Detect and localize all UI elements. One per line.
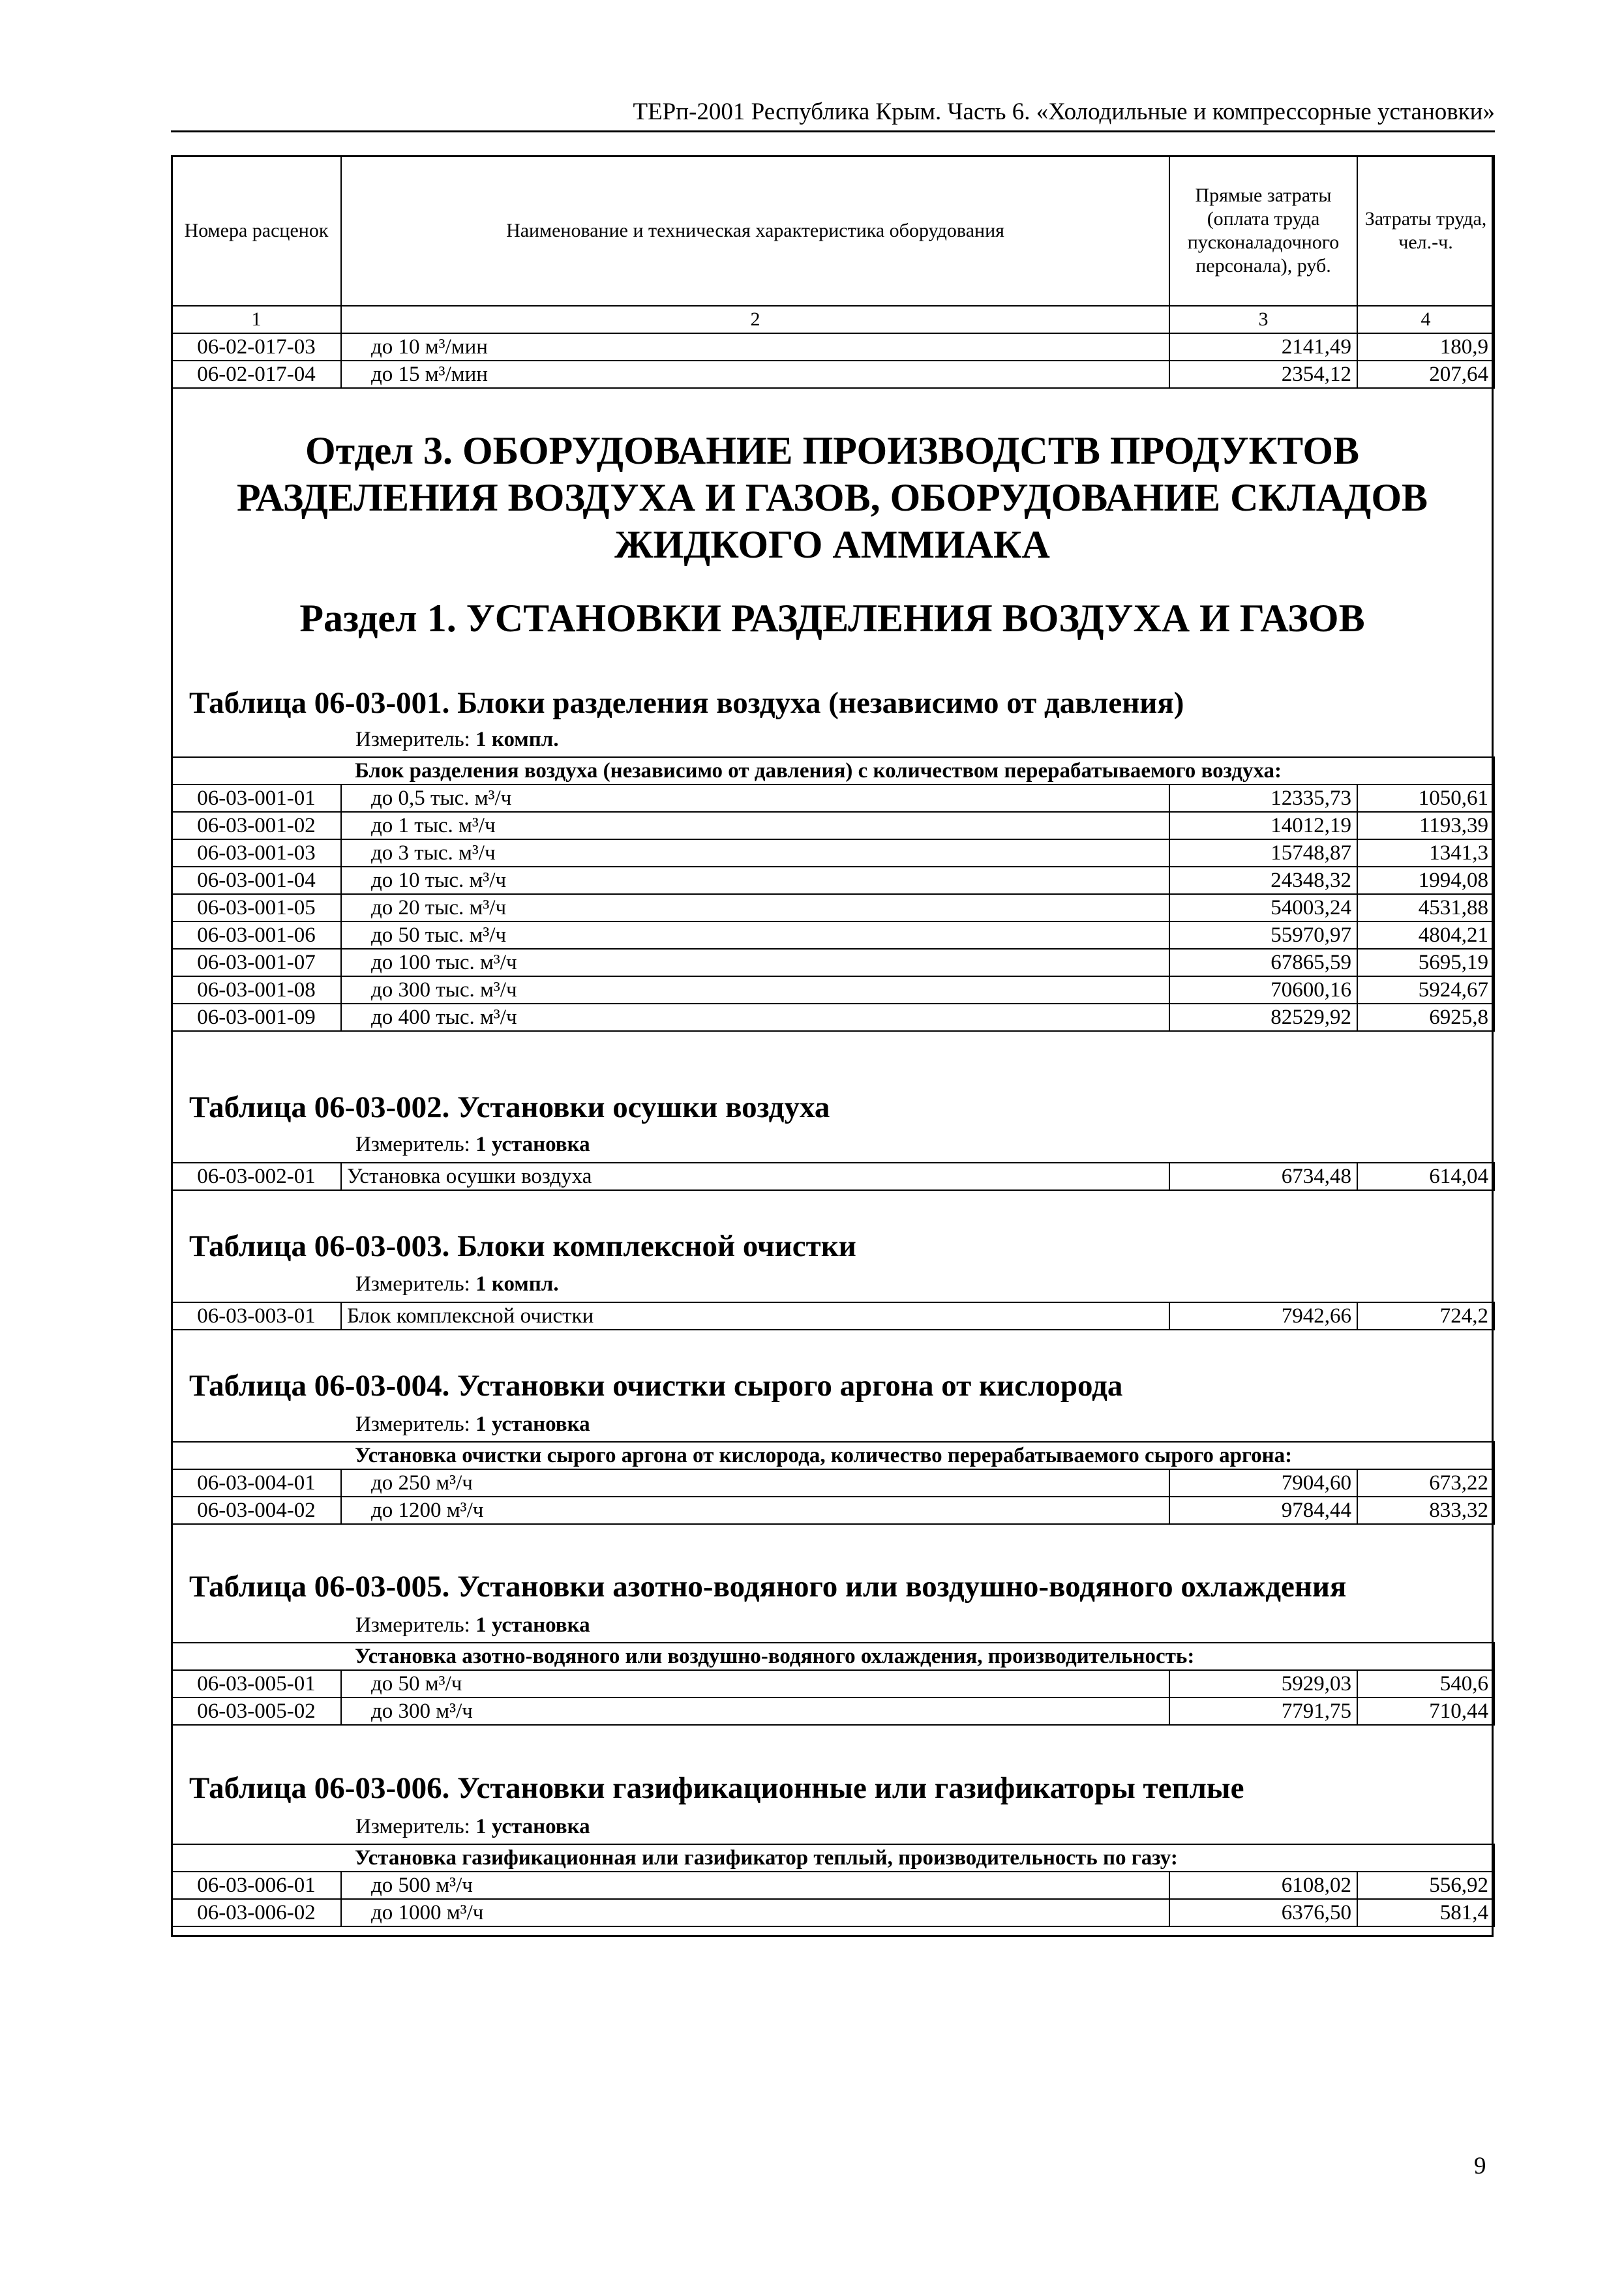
rate-cost: 2354,12: [1169, 361, 1357, 388]
rate-labor: 1341,3: [1357, 839, 1494, 867]
measure-unit: 1 установка: [475, 1133, 590, 1156]
table-row: [172, 1670, 1494, 1698]
rate-name: до 50 тыс. м³/ч: [341, 921, 1169, 949]
table-row: [172, 921, 1494, 949]
rate-code: 06-03-004-01: [172, 1469, 341, 1497]
table-row: [172, 785, 1494, 812]
column-header-name: Наименование и техническая характеристика оборудования: [341, 156, 1169, 306]
rate-name: Блок комплексной очистки: [341, 1302, 1169, 1330]
rate-labor: 673,22: [1357, 1469, 1494, 1497]
rate-name: Установка осушки воздуха: [341, 1163, 1169, 1190]
rate-name: до 500 м³/ч: [341, 1872, 1169, 1899]
table-row: [172, 1872, 1494, 1899]
rate-cost: 54003,24: [1169, 894, 1357, 921]
table-row: [172, 1698, 1494, 1725]
rate-code: 06-02-017-04: [172, 361, 341, 388]
column-header-labor: Затраты труда, чел.-ч.: [1357, 156, 1494, 306]
rate-code: 06-03-003-01: [172, 1302, 341, 1330]
rate-cost: 12335,73: [1169, 785, 1357, 812]
rate-code: 06-03-001-06: [172, 921, 341, 949]
rate-code: 06-03-001-04: [172, 867, 341, 894]
table-subheader: [172, 1643, 1494, 1670]
rate-cost: 9784,44: [1169, 1497, 1357, 1524]
column-number: 2: [341, 306, 1169, 333]
measure-line: [355, 726, 559, 753]
measure-unit: 1 установка: [475, 1413, 590, 1436]
subheader-text: Установка очистки сырого аргона от кислорода, количество перерабатываемого сырого аргона:: [172, 1442, 1494, 1469]
column-number: 1: [172, 306, 341, 333]
column-header-codes: Номера расценок: [172, 156, 341, 306]
table-row: [172, 949, 1494, 976]
rate-cost: 70600,16: [1169, 976, 1357, 1004]
rate-name: до 1000 м³/ч: [341, 1899, 1169, 1926]
table-row: [172, 1302, 1494, 1330]
rate-code: 06-03-001-02: [172, 812, 341, 839]
measure-line: [355, 1411, 590, 1437]
rate-code: 06-03-005-01: [172, 1670, 341, 1698]
measure-unit: 1 установка: [475, 1815, 590, 1838]
table-row: [172, 867, 1494, 894]
rate-code: 06-03-006-02: [172, 1899, 341, 1926]
rate-cost: 6734,48: [1169, 1163, 1357, 1190]
rate-labor: 5695,19: [1357, 949, 1494, 976]
rate-labor: 1050,61: [1357, 785, 1494, 812]
table-row: [172, 1899, 1494, 1926]
measure-unit: 1 установка: [475, 1613, 590, 1637]
table-subheader: [172, 1442, 1494, 1469]
rate-labor: 556,92: [1357, 1872, 1494, 1899]
rate-cost: 6108,02: [1169, 1872, 1357, 1899]
table-row: [172, 361, 1494, 388]
rates-table: [171, 1162, 1495, 1191]
column-number: 3: [1169, 306, 1357, 333]
rates-table: [171, 1302, 1495, 1330]
measure-label: Измеритель:: [355, 1272, 470, 1296]
table-row: [172, 812, 1494, 839]
rate-name: до 15 м³/мин: [341, 361, 1169, 388]
rate-cost: 6376,50: [1169, 1899, 1357, 1926]
rate-labor: 207,64: [1357, 361, 1494, 388]
measure-unit: 1 компл.: [475, 728, 559, 751]
rate-name: до 3 тыс. м³/ч: [341, 839, 1169, 867]
rate-labor: 1193,39: [1357, 812, 1494, 839]
table-title: Таблица 06-03-003. Блоки комплексной очистки: [189, 1229, 856, 1263]
rate-labor: 4804,21: [1357, 921, 1494, 949]
table-subheader: [172, 1844, 1494, 1872]
rate-labor: 180,9: [1357, 333, 1494, 361]
rate-name: до 100 тыс. м³/ч: [341, 949, 1169, 976]
table-row: [172, 894, 1494, 921]
rate-cost: 67865,59: [1169, 949, 1357, 976]
table-row: [172, 1497, 1494, 1524]
measure-unit: 1 компл.: [475, 1272, 559, 1296]
rate-name: до 250 м³/ч: [341, 1469, 1169, 1497]
rate-cost: 24348,32: [1169, 867, 1357, 894]
rate-code: 06-03-001-05: [172, 894, 341, 921]
rate-name: до 1 тыс. м³/ч: [341, 812, 1169, 839]
rate-name: до 300 м³/ч: [341, 1698, 1169, 1725]
table-row: [172, 839, 1494, 867]
rate-cost: 14012,19: [1169, 812, 1357, 839]
rate-name: до 400 тыс. м³/ч: [341, 1004, 1169, 1031]
table-title: Таблица 06-03-005. Установки азотно-водяного или воздушно-водяного охлаждения: [189, 1570, 1347, 1604]
table-subheader: [172, 757, 1494, 785]
table-row: [172, 1469, 1494, 1497]
rate-code: 06-03-001-07: [172, 949, 341, 976]
measure-label: Измеритель:: [355, 1133, 470, 1156]
rate-code: 06-03-001-03: [172, 839, 341, 867]
rate-code: 06-03-001-09: [172, 1004, 341, 1031]
subheader-text: Блок разделения воздуха (независимо от давления) с количеством перерабатываемого воздуха:: [172, 757, 1494, 785]
rates-table: [171, 756, 1495, 1032]
table-row: [172, 1004, 1494, 1031]
measure-line: [355, 1271, 559, 1297]
rate-labor: 5924,67: [1357, 976, 1494, 1004]
header-table: [171, 155, 1495, 389]
rate-cost: 82529,92: [1169, 1004, 1357, 1031]
rate-cost: 7791,75: [1169, 1698, 1357, 1725]
rate-code: 06-03-001-01: [172, 785, 341, 812]
subheader-text: Установка газификационная или газификатор теплый, производительность по газу:: [172, 1844, 1494, 1872]
rate-name: до 10 тыс. м³/ч: [341, 867, 1169, 894]
table-title: Таблица 06-03-001. Блоки разделения воздуха (независимо от давления): [189, 686, 1184, 720]
rate-code: 06-03-004-02: [172, 1497, 341, 1524]
rate-labor: 710,44: [1357, 1698, 1494, 1725]
subheader-text: Установка азотно-водяного или воздушно-водяного охлаждения, производительность:: [172, 1643, 1494, 1670]
rate-labor: 724,2: [1357, 1302, 1494, 1330]
column-header-row: [172, 156, 1494, 306]
page-header: ТЕРп-2001 Республика Крым. Часть 6. «Холодильные и компрессорные установки»: [633, 98, 1495, 125]
rate-cost: 2141,49: [1169, 333, 1357, 361]
rate-cost: 7904,60: [1169, 1469, 1357, 1497]
page-number: 9: [1474, 2153, 1486, 2179]
table-title: Таблица 06-03-004. Установки очистки сырого аргона от кислорода: [189, 1369, 1123, 1403]
rate-cost: 5929,03: [1169, 1670, 1357, 1698]
rate-labor: 6925,8: [1357, 1004, 1494, 1031]
table-row: [172, 1163, 1494, 1190]
table-title: Таблица 06-03-006. Установки газификационные или газификаторы теплые: [189, 1771, 1244, 1805]
column-number: 4: [1357, 306, 1494, 333]
rates-table: [171, 1642, 1495, 1726]
rate-cost: 15748,87: [1169, 839, 1357, 867]
measure-label: Измеритель:: [355, 1413, 470, 1436]
rate-code: 06-03-002-01: [172, 1163, 341, 1190]
rate-labor: 4531,88: [1357, 894, 1494, 921]
rates-table: [171, 1441, 1495, 1525]
measure-label: Измеритель:: [355, 1613, 470, 1637]
rate-name: до 0,5 тыс. м³/ч: [341, 785, 1169, 812]
rate-labor: 540,6: [1357, 1670, 1494, 1698]
rate-code: 06-03-001-08: [172, 976, 341, 1004]
column-header-cost: Прямые затраты (оплата труда пусконаладочного персонала), руб.: [1169, 156, 1357, 306]
rate-name: до 20 тыс. м³/ч: [341, 894, 1169, 921]
measure-line: [355, 1814, 590, 1840]
measure-label: Измеритель:: [355, 1815, 470, 1838]
section-heading: Раздел 1. УСТАНОВКИ РАЗДЕЛЕНИЯ ВОЗДУХА И ГАЗОВ: [299, 597, 1365, 640]
rate-code: 06-02-017-03: [172, 333, 341, 361]
rate-name: до 300 тыс. м³/ч: [341, 976, 1169, 1004]
measure-line: [355, 1612, 590, 1638]
rate-name: до 50 м³/ч: [341, 1670, 1169, 1698]
rate-code: 06-03-006-01: [172, 1872, 341, 1899]
table-title: Таблица 06-03-002. Установки осушки воздуха: [189, 1090, 830, 1124]
header-rule: [171, 130, 1495, 132]
department-heading: Отдел 3. ОБОРУДОВАНИЕ ПРОИЗВОДСТВ ПРОДУКТОВ РАЗДЕЛЕНИЯ ВОЗДУХА И ГАЗОВ, ОБОРУДОВАНИЕ СКЛАДОВ ЖИДКОГО АММИАКА: [236, 429, 1428, 566]
rate-labor: 833,32: [1357, 1497, 1494, 1524]
table-row: [172, 333, 1494, 361]
rate-name: до 1200 м³/ч: [341, 1497, 1169, 1524]
rate-labor: 614,04: [1357, 1163, 1494, 1190]
rate-labor: 1994,08: [1357, 867, 1494, 894]
column-number-row: [172, 306, 1494, 333]
table-row: [172, 976, 1494, 1004]
rate-labor: 581,4: [1357, 1899, 1494, 1926]
rate-code: 06-03-005-02: [172, 1698, 341, 1725]
rate-name: до 10 м³/мин: [341, 333, 1169, 361]
measure-label: Измеритель:: [355, 728, 470, 751]
rate-cost: 7942,66: [1169, 1302, 1357, 1330]
rate-cost: 55970,97: [1169, 921, 1357, 949]
rates-table: [171, 1844, 1495, 1927]
measure-line: [355, 1131, 590, 1158]
